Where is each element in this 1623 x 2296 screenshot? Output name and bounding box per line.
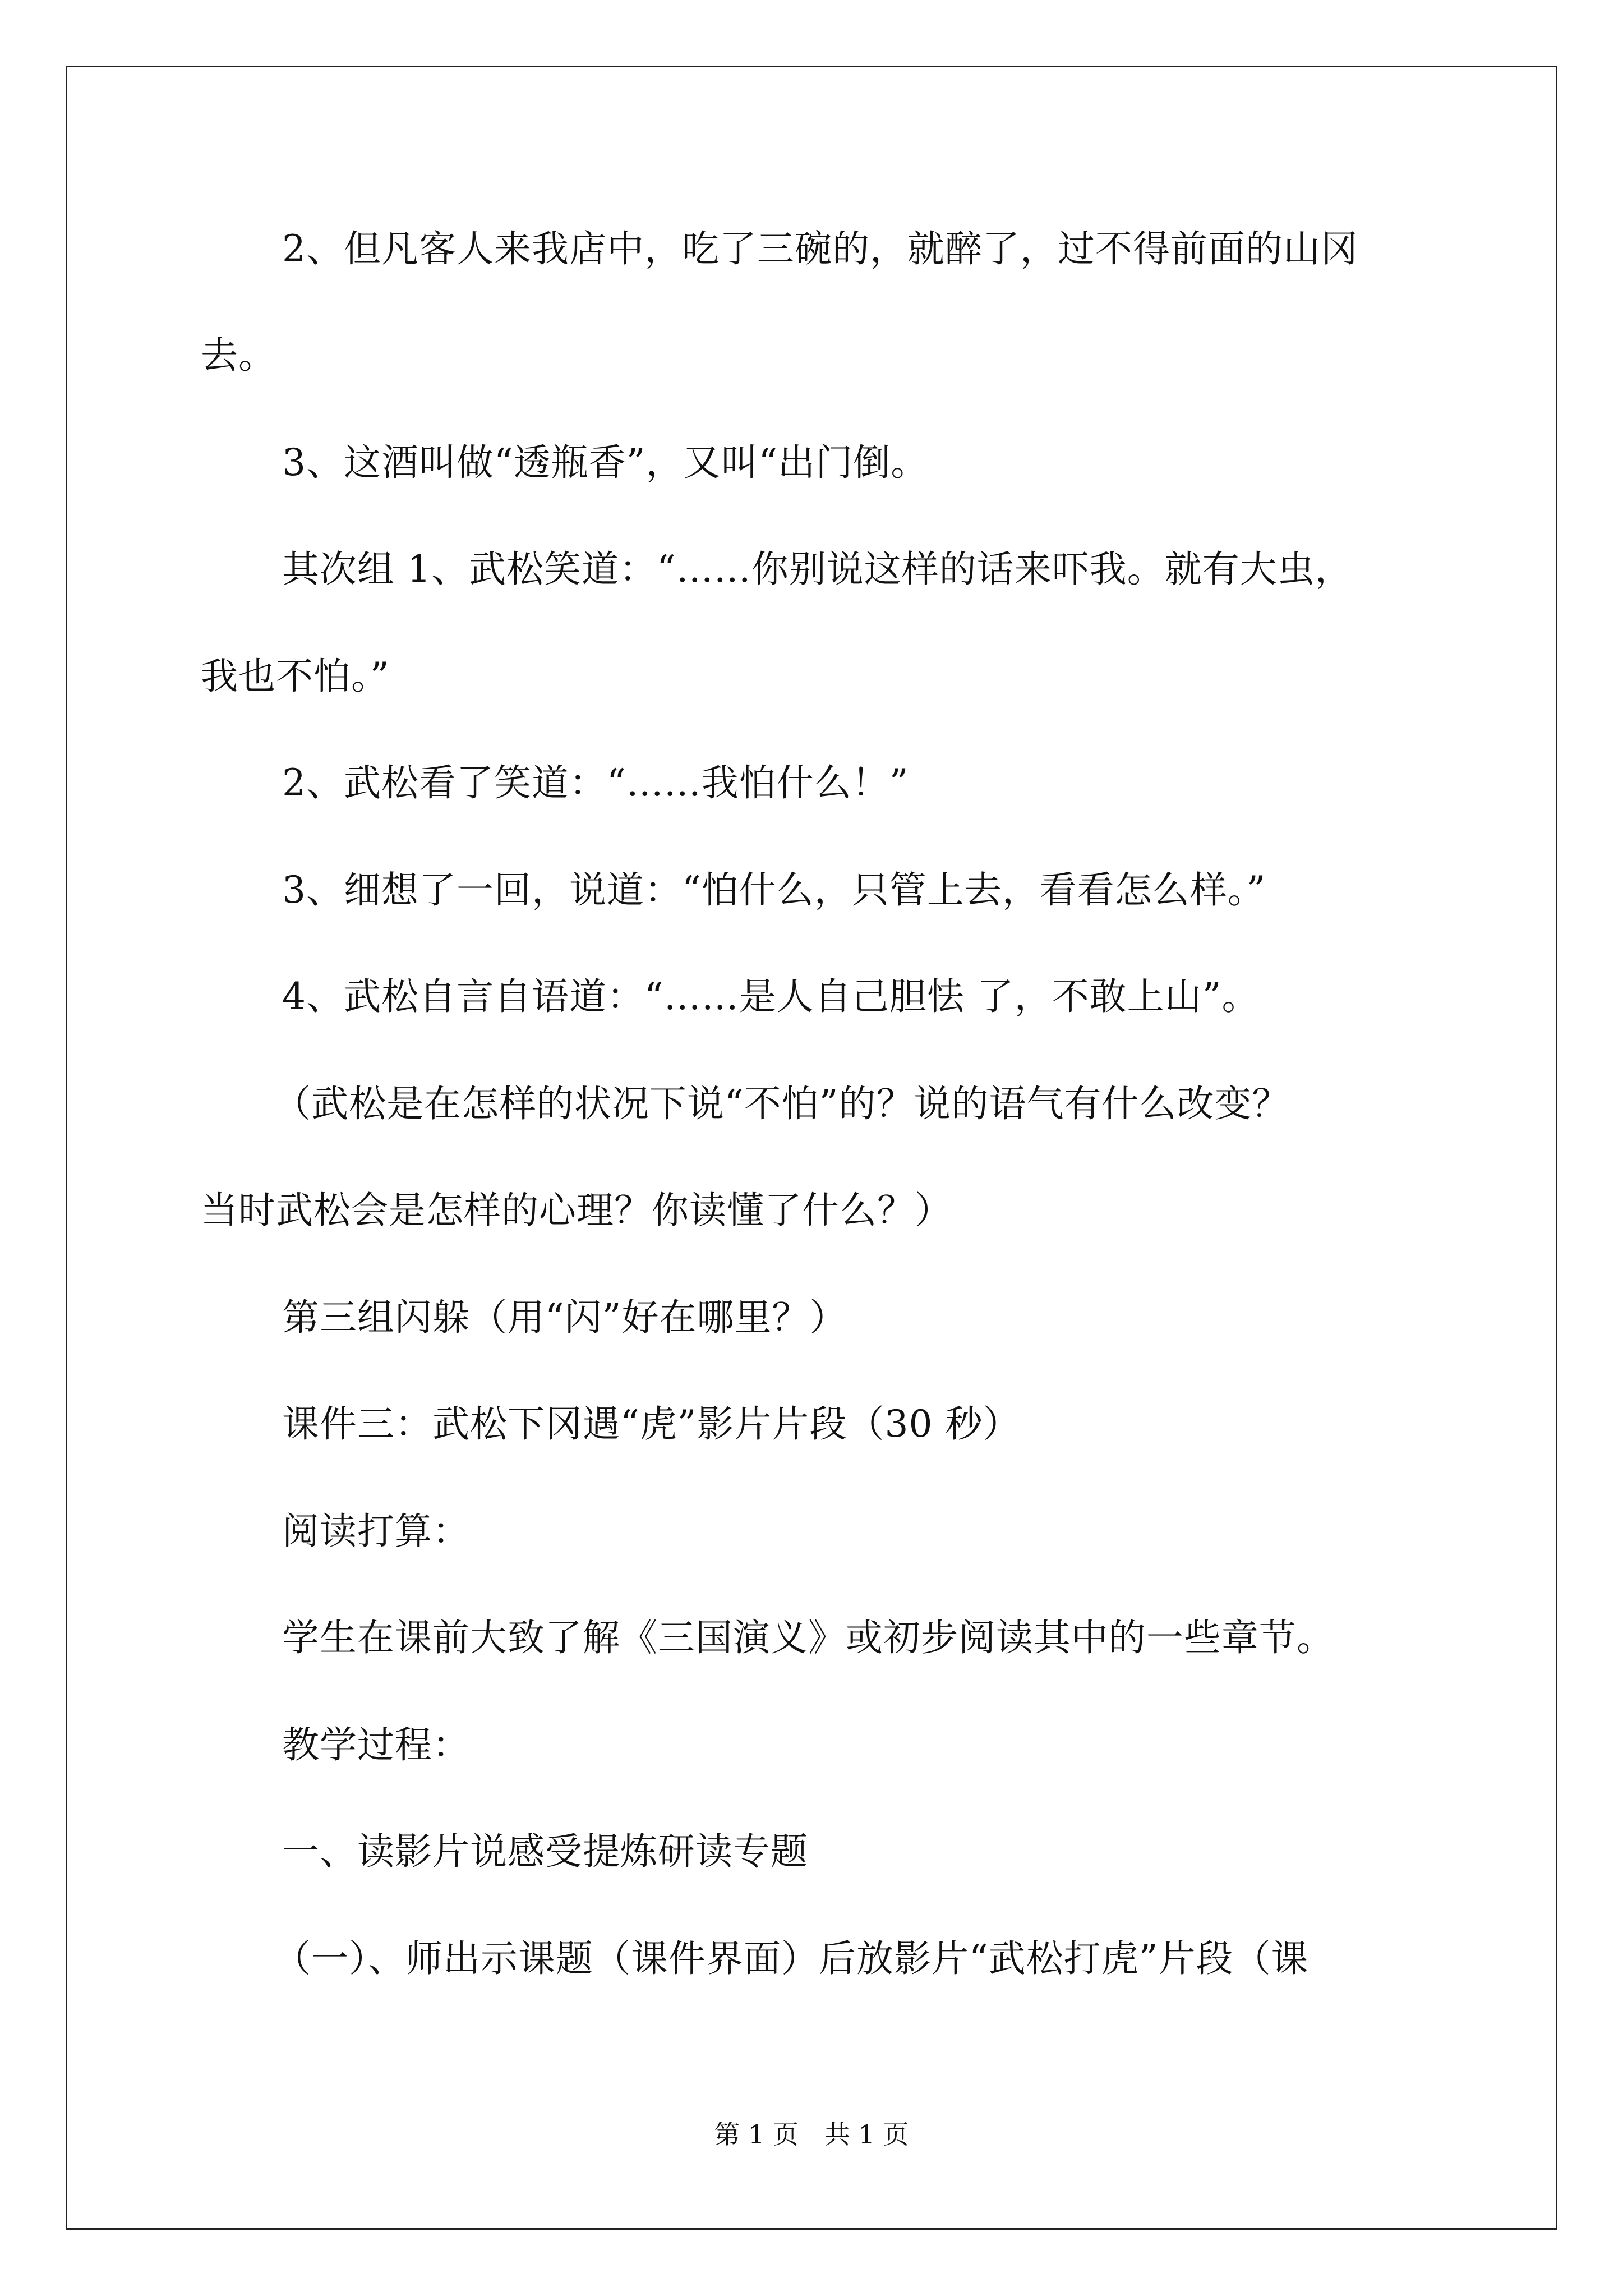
text-line: 一、读影片说感受提炼研读专题 xyxy=(282,1830,808,1873)
text-line: 第三组闪躲（用“闪”好在哪里？） xyxy=(282,1296,847,1339)
text-line: 课件三：武松下冈遇“虎”影片片段（30 秒） xyxy=(282,1402,1021,1446)
text-line: 4、武松自言自语道：“……是人自己胆怯 了，不敢上山”。 xyxy=(282,975,1260,1018)
text-line: 学生在课前大致了解《三国演义》或初步阅读其中的一些章节。 xyxy=(282,1616,1334,1659)
text-line: 教学过程： xyxy=(282,1723,470,1766)
text-line: 当时武松会是怎样的心理？你读懂了什么？） xyxy=(201,1189,952,1232)
text-line: 2、武松看了笑道：“……我怕什么！” xyxy=(282,761,909,804)
text-line: 3、这酒叫做“透瓶香”，又叫“出门倒。 xyxy=(282,441,929,484)
text-line: （一）、师出示课题（课件界面）后放影片“武松打虎”片段（课 xyxy=(274,1937,1309,1980)
page-number-footer: 第 1 页 共 1 页 xyxy=(714,2119,909,2150)
text-line: 我也不怕。” xyxy=(201,655,390,698)
text-line: 去。 xyxy=(201,334,276,377)
text-line: （武松是在怎样的状况下说“不怕”的？说的语气有什么改变？ xyxy=(274,1082,1290,1125)
text-line: 2、但凡客人来我店中，吃了三碗的，就醉了，过不得前面的山冈 xyxy=(282,227,1358,270)
text-line: 其次组 1、武松笑道：“……你别说这样的话来吓我。就有大虫， xyxy=(282,547,1353,591)
text-line: 3、细想了一回，说道：“怕什么，只管上去，看看怎么样。” xyxy=(282,868,1266,912)
text-line: 阅读打算： xyxy=(282,1510,470,1553)
